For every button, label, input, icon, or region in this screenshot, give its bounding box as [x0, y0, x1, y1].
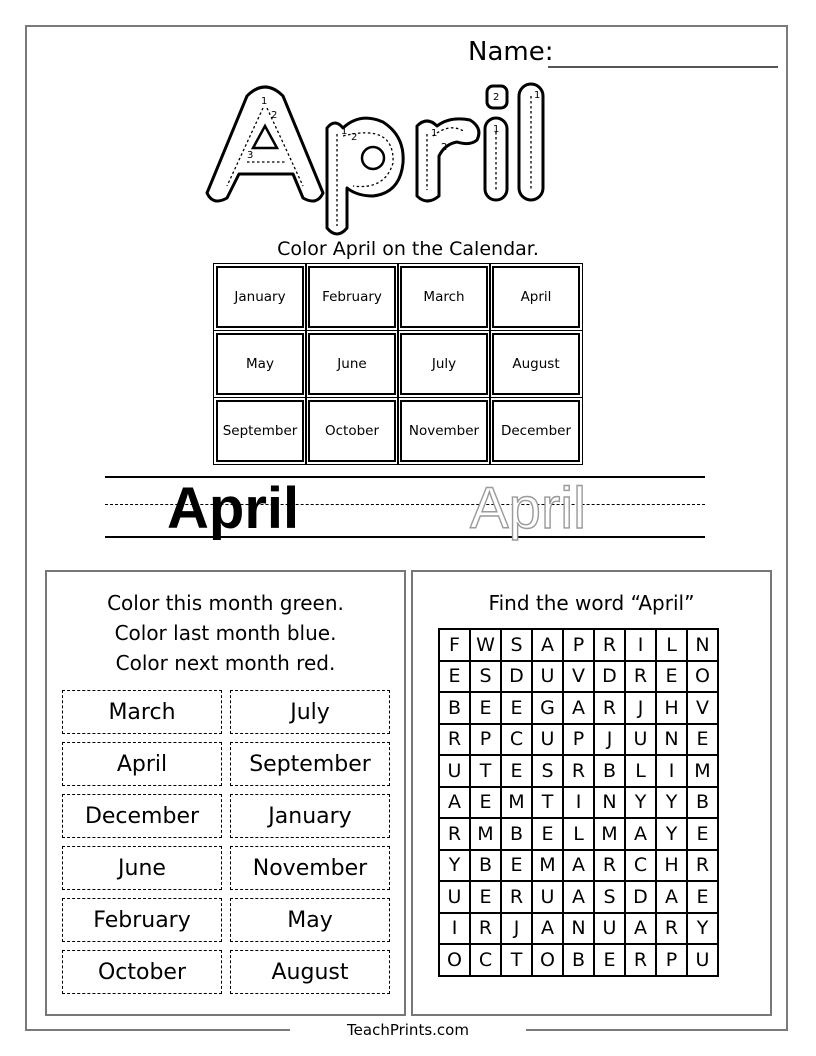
svg-text:1: 1: [341, 126, 348, 137]
word-search-letter[interactable]: B: [471, 851, 502, 883]
word-search-letter[interactable]: U: [533, 725, 564, 757]
bubble-letter-r: [417, 119, 479, 201]
word-search-letter[interactable]: I: [564, 788, 595, 820]
word-search-letter[interactable]: L: [564, 819, 595, 851]
word-search-letter[interactable]: B: [688, 788, 719, 820]
word-search-letter[interactable]: A: [440, 788, 471, 820]
word-search-letter[interactable]: P: [564, 725, 595, 757]
name-field: [468, 34, 780, 70]
word-search-letter[interactable]: V: [564, 662, 595, 694]
word-search-letter[interactable]: E: [471, 788, 502, 820]
color-month-cell[interactable]: September: [230, 742, 390, 786]
calendar-month-cell[interactable]: July: [400, 333, 488, 395]
word-search-letter[interactable]: F: [440, 630, 471, 662]
word-search-letter[interactable]: E: [502, 851, 533, 883]
calendar-month-cell[interactable]: November: [400, 400, 488, 462]
word-search-letter[interactable]: U: [533, 662, 564, 694]
word-search-letter[interactable]: P: [471, 725, 502, 757]
calendar-instruction: Color April on the Calendar.: [277, 238, 539, 260]
word-search-letter[interactable]: E: [688, 725, 719, 757]
word-search-letter[interactable]: C: [626, 851, 657, 883]
word-search-letter[interactable]: S: [533, 756, 564, 788]
word-search-letter[interactable]: D: [502, 662, 533, 694]
word-search-title: Find the word “April”: [488, 591, 695, 615]
word-search-letter[interactable]: R: [564, 756, 595, 788]
handwriting-trace-word[interactable]: April: [470, 476, 587, 541]
word-search-letter[interactable]: I: [440, 914, 471, 946]
word-search-letter[interactable]: S: [471, 662, 502, 694]
word-search-letter[interactable]: Y: [626, 788, 657, 820]
word-search-letter[interactable]: U: [688, 945, 719, 977]
word-search-letter[interactable]: H: [657, 851, 688, 883]
word-search-letter[interactable]: P: [657, 945, 688, 977]
word-search-letter[interactable]: O: [440, 945, 471, 977]
calendar-month-cell[interactable]: September: [216, 400, 304, 462]
name-write-line[interactable]: [548, 66, 778, 68]
word-search-letter[interactable]: D: [626, 882, 657, 914]
word-search-letter[interactable]: E: [471, 693, 502, 725]
word-search-letter[interactable]: N: [595, 788, 626, 820]
word-search-letter[interactable]: A: [564, 882, 595, 914]
color-month-cell[interactable]: July: [230, 690, 390, 734]
svg-text:2: 2: [493, 92, 500, 103]
bubble-letter-title: [195, 78, 565, 238]
word-search-letter[interactable]: R: [657, 914, 688, 946]
handwriting-example-word: April: [167, 476, 300, 541]
color-month-cell[interactable]: April: [62, 742, 222, 786]
color-month-cell[interactable]: October: [62, 950, 222, 994]
calendar-month-cell[interactable]: April: [492, 266, 580, 328]
word-search-letter[interactable]: M: [688, 756, 719, 788]
word-search-letter[interactable]: R: [688, 851, 719, 883]
color-month-cell[interactable]: December: [62, 794, 222, 838]
word-search-letter[interactable]: A: [626, 819, 657, 851]
instruction-line: Color next month red.: [115, 651, 336, 675]
word-search-letter[interactable]: U: [440, 882, 471, 914]
color-month-cell[interactable]: January: [230, 794, 390, 838]
handwriting-practice: [105, 470, 705, 560]
word-search-letter[interactable]: G: [533, 693, 564, 725]
word-search-letter[interactable]: A: [564, 693, 595, 725]
word-search-letter[interactable]: W: [471, 630, 502, 662]
word-search-letter[interactable]: T: [502, 945, 533, 977]
word-search-letter[interactable]: J: [626, 693, 657, 725]
word-search-letter[interactable]: B: [502, 819, 533, 851]
svg-text:2: 2: [271, 110, 278, 121]
word-search-letter[interactable]: T: [533, 788, 564, 820]
word-search-letter[interactable]: J: [502, 914, 533, 946]
name-label: Name:: [468, 37, 554, 67]
instruction-line: Color last month blue.: [114, 621, 337, 645]
word-search-letter[interactable]: P: [564, 630, 595, 662]
word-search-letter[interactable]: E: [595, 945, 626, 977]
word-search-panel: [411, 570, 772, 1016]
word-search-letter[interactable]: R: [595, 630, 626, 662]
word-search-letter[interactable]: A: [533, 630, 564, 662]
word-search-letter[interactable]: U: [595, 914, 626, 946]
word-search-letter[interactable]: B: [564, 945, 595, 977]
color-month-cell[interactable]: November: [230, 846, 390, 890]
word-search-letter[interactable]: O: [533, 945, 564, 977]
word-search-letter[interactable]: Y: [657, 819, 688, 851]
svg-text:2: 2: [441, 142, 448, 153]
word-search-letter[interactable]: O: [688, 662, 719, 694]
calendar-month-cell[interactable]: February: [308, 266, 396, 328]
word-search-letter[interactable]: L: [657, 630, 688, 662]
bubble-letter-p: [327, 118, 403, 234]
calendar-month-cell[interactable]: January: [216, 266, 304, 328]
calendar-month-cell[interactable]: May: [216, 333, 304, 395]
svg-text:1: 1: [431, 128, 438, 139]
word-search-letter[interactable]: T: [471, 756, 502, 788]
word-search-letter[interactable]: Y: [657, 788, 688, 820]
word-search-letter[interactable]: A: [657, 882, 688, 914]
color-month-cell[interactable]: May: [230, 898, 390, 942]
calendar-month-cell[interactable]: June: [308, 333, 396, 395]
color-month-cell[interactable]: March: [62, 690, 222, 734]
word-search-letter[interactable]: R: [502, 882, 533, 914]
word-search-letter[interactable]: R: [440, 819, 471, 851]
svg-text:1: 1: [493, 124, 500, 135]
word-search-letter[interactable]: L: [626, 756, 657, 788]
word-search-letter[interactable]: N: [657, 725, 688, 757]
calendar-month-cell[interactable]: August: [492, 333, 580, 395]
footer-site-name: TeachPrints.com: [290, 1019, 526, 1041]
color-month-cell[interactable]: June: [62, 846, 222, 890]
word-search-letter[interactable]: N: [564, 914, 595, 946]
word-search-letter[interactable]: E: [533, 819, 564, 851]
word-search-letter[interactable]: A: [533, 914, 564, 946]
word-search-grid: [438, 628, 719, 977]
color-instructions: [47, 588, 404, 678]
word-search-letter[interactable]: C: [502, 725, 533, 757]
color-month-grid: [62, 690, 392, 994]
word-search-letter[interactable]: H: [657, 693, 688, 725]
word-search-letter[interactable]: U: [440, 756, 471, 788]
word-search-letter[interactable]: M: [502, 788, 533, 820]
word-search-letter[interactable]: I: [657, 756, 688, 788]
word-search-letter[interactable]: D: [595, 662, 626, 694]
svg-text:2: 2: [351, 132, 358, 143]
color-month-cell[interactable]: August: [230, 950, 390, 994]
word-search-letter[interactable]: M: [471, 819, 502, 851]
word-search-letter[interactable]: N: [688, 630, 719, 662]
calendar-month-cell[interactable]: October: [308, 400, 396, 462]
word-search-letter[interactable]: Y: [440, 851, 471, 883]
word-search-letter[interactable]: I: [626, 630, 657, 662]
word-search-letter[interactable]: S: [595, 882, 626, 914]
instruction-line: Color this month green.: [107, 591, 344, 615]
word-search-letter[interactable]: R: [471, 914, 502, 946]
word-search-letter[interactable]: R: [595, 693, 626, 725]
calendar-month-cell[interactable]: December: [492, 400, 580, 462]
word-search-letter[interactable]: E: [502, 693, 533, 725]
word-search-letter[interactable]: U: [533, 882, 564, 914]
word-search-letter[interactable]: Y: [688, 914, 719, 946]
word-search-letter[interactable]: E: [471, 882, 502, 914]
calendar-grid: [216, 266, 580, 462]
word-search-letter[interactable]: M: [595, 819, 626, 851]
word-search-letter[interactable]: S: [502, 630, 533, 662]
word-search-letter[interactable]: E: [688, 882, 719, 914]
word-search-letter[interactable]: R: [626, 662, 657, 694]
word-search-letter[interactable]: E: [688, 819, 719, 851]
word-search-letter[interactable]: R: [595, 851, 626, 883]
word-search-letter[interactable]: E: [502, 756, 533, 788]
word-search-letter[interactable]: R: [440, 725, 471, 757]
word-search-letter[interactable]: A: [626, 914, 657, 946]
word-search-letter[interactable]: J: [595, 725, 626, 757]
color-months-panel: [45, 570, 406, 1016]
word-search-letter[interactable]: A: [564, 851, 595, 883]
word-search-letter[interactable]: E: [440, 662, 471, 694]
word-search-letter[interactable]: U: [626, 725, 657, 757]
svg-text:1: 1: [261, 96, 268, 107]
word-search-letter[interactable]: B: [440, 693, 471, 725]
color-month-cell[interactable]: February: [62, 898, 222, 942]
word-search-letter[interactable]: M: [533, 851, 564, 883]
word-search-letter[interactable]: V: [688, 693, 719, 725]
word-search-letter[interactable]: C: [471, 945, 502, 977]
word-search-letter[interactable]: B: [595, 756, 626, 788]
svg-text:1: 1: [534, 90, 541, 101]
word-search-letter[interactable]: E: [657, 662, 688, 694]
svg-text:3: 3: [247, 150, 254, 161]
calendar-month-cell[interactable]: March: [400, 266, 488, 328]
word-search-letter[interactable]: R: [626, 945, 657, 977]
